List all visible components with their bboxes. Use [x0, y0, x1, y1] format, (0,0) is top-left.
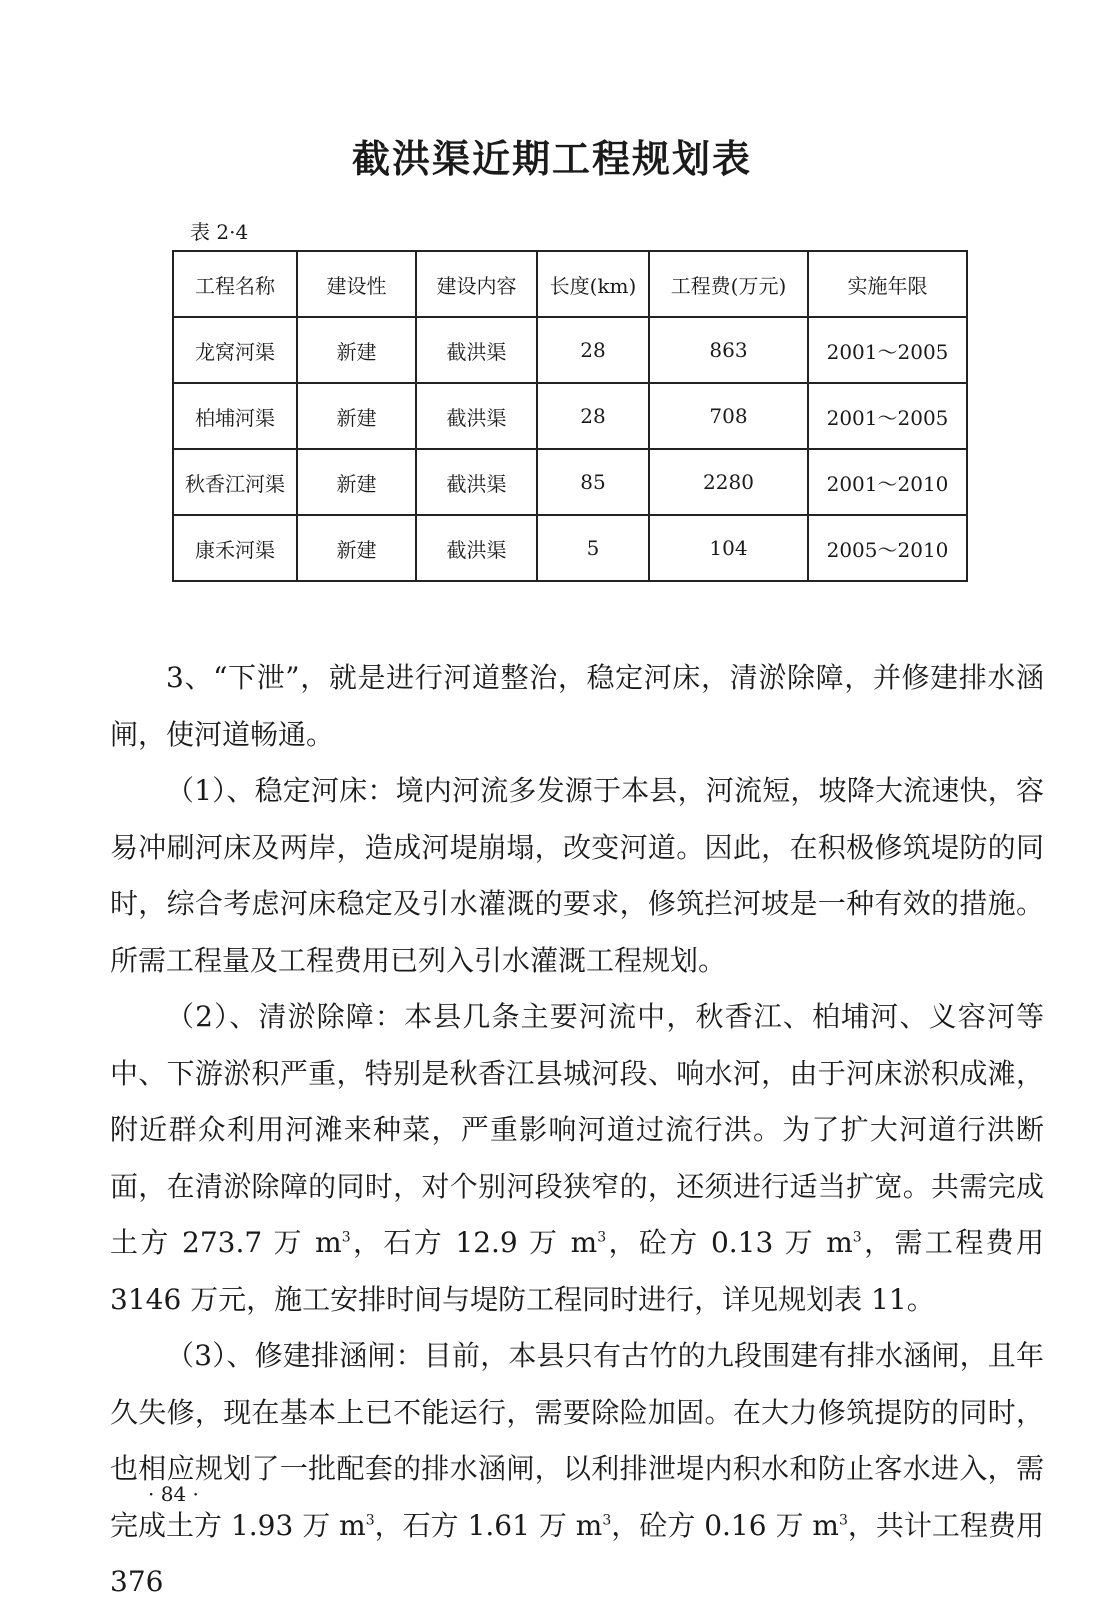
- paragraph-text: ，石方 12.9 万 m: [350, 1226, 598, 1259]
- table-header-cell: 建设性: [297, 251, 416, 317]
- table-cell: 截洪渠: [416, 383, 537, 449]
- table-header-cell: 建设内容: [416, 251, 537, 317]
- table-header-cell: 工程费(万元): [649, 251, 808, 317]
- table-cell: 28: [537, 383, 649, 449]
- table-row: [173, 449, 967, 515]
- superscript: 3: [597, 1229, 607, 1246]
- table-header-cell: 实施年限: [808, 251, 967, 317]
- table-cell: 2001～2010: [808, 449, 967, 515]
- paragraph-text: ，石方 1.61 万 m: [374, 1508, 603, 1542]
- table-cell: 新建: [297, 449, 416, 515]
- superscript: 3: [602, 1512, 612, 1529]
- table-cell: 截洪渠: [416, 515, 537, 581]
- table-cell: 2005～2010: [808, 515, 967, 581]
- superscript: 3: [838, 1512, 848, 1529]
- table-cell: 863: [649, 317, 808, 383]
- table-cell: 康禾河渠: [173, 515, 297, 581]
- table-cell: 28: [537, 317, 649, 383]
- table-cell: 85: [537, 449, 649, 515]
- paragraph-sluice: [110, 1328, 1044, 1611]
- table-cell: 截洪渠: [416, 449, 537, 515]
- paragraph-drain: 3、“下泄”，就是进行河道整治，稳定河床，清淤除障，并修建排水涵闸，使河道畅通。: [110, 661, 1044, 751]
- table-row: [173, 515, 967, 581]
- table-cell: 龙窝河渠: [173, 317, 297, 383]
- table-header-row: [173, 251, 967, 317]
- body-text: [110, 650, 1044, 1611]
- table-cell: 新建: [297, 317, 416, 383]
- paragraph-text: ，砼方 0.16 万 m: [611, 1508, 839, 1542]
- table-cell: 708: [649, 383, 808, 449]
- table-cell: 5: [537, 515, 649, 581]
- plan-table: [172, 250, 968, 582]
- table-row: [173, 383, 967, 449]
- table-header-cell: 工程名称: [173, 251, 297, 317]
- superscript: 3: [341, 1229, 351, 1246]
- page-title: 截洪渠近期工程规划表: [351, 137, 752, 181]
- paragraph-text: ，共计工程费用 376: [110, 1508, 1044, 1598]
- page-number: · 84 ·: [148, 1482, 199, 1506]
- paragraph-riverbed: （1）、稳定河床：境内河流多发源于本县，河流短，坡降大流速快，容易冲刷河床及两岸，造成河堤崩塌，改变河道。因此，在积极修筑堤防的同时，综合考虑河床稳定及引水灌溉的要求，修筑拦河坡是一种有效的措施。所需工程量及工程费用已列入引水灌溉工程规划。: [110, 774, 1044, 977]
- table-cell: 104: [649, 515, 808, 581]
- table-row: [173, 317, 967, 383]
- table-cell: 2001～2005: [808, 383, 967, 449]
- table-caption: 表 2·4: [190, 220, 249, 244]
- table-cell: 柏埔河渠: [173, 383, 297, 449]
- table-cell: 新建: [297, 383, 416, 449]
- table-cell: 秋香江河渠: [173, 449, 297, 515]
- paragraph-text: ，砼方 0.13 万 m: [606, 1226, 853, 1259]
- paragraph-text: ，需工程费用 3146 万元，施工安排时间与堤防工程同时进行，详见规划表 11。: [110, 1226, 1044, 1316]
- table-cell: 截洪渠: [416, 317, 537, 383]
- paragraph-dredging: [110, 989, 1044, 1328]
- table-cell: 2001～2005: [808, 317, 967, 383]
- superscript: 3: [365, 1512, 375, 1529]
- table-cell: 新建: [297, 515, 416, 581]
- paragraph-text: （2）、清淤除障：本县几条主要河流中，秋香江、柏埔河、义容河等中、下游淤积严重，特别是秋香江县城河段、响水河，由于河床淤积成滩，附近群众利用河滩来种菜，严重影响河道过流行洪。为了扩大河道行洪断面，在清淤除障的同时，对个别河段狭窄的，还须进行适当扩宽。共需完成土方 273.7 万 m: [110, 1000, 1044, 1259]
- table-cell: 2280: [649, 449, 808, 515]
- superscript: 3: [852, 1229, 862, 1246]
- table-header-cell: 长度(km): [537, 251, 649, 317]
- paragraph-text: （3）、修建排涵闸：目前，本县只有古竹的九段围建有排水涵闸，且年久失修，现在基本上已不能运行，需要除险加固。在大力修筑提防的同时，也相应规划了一批配套的排水涵闸，以利排泄堤内积水和防止客水进入，需完成土方 1.93 万 m: [110, 1339, 1044, 1542]
